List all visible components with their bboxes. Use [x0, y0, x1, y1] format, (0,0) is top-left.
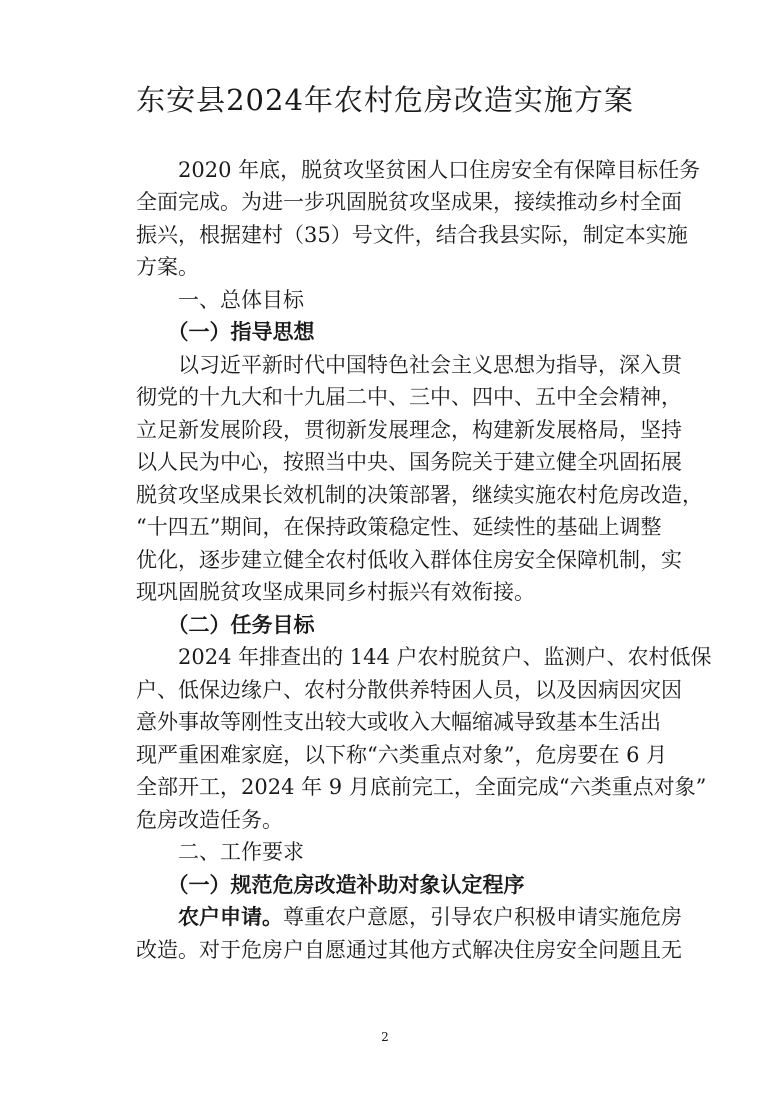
- paragraph-line: 以人民为中心，按照当中央、国务院关于建立健全巩固拓展: [136, 450, 682, 474]
- section-heading: 一、总体目标: [136, 288, 304, 312]
- paragraph-line: “十四五”期间，在保持政策稳定性、延续性的基础上调整: [136, 515, 662, 539]
- paragraph-line: 以习近平新时代中国特色社会主义思想为指导，深入贯: [136, 353, 682, 377]
- document-title: 东安县2024年农村危房改造实施方案: [136, 83, 634, 117]
- paragraph-line: [136, 901, 682, 933]
- paragraph-line: 户、低保边缘户、农村分散供养特困人员，以及因病因灾因: [136, 678, 682, 702]
- paragraph-line: 彻党的十九大和十九届二中、三中、四中、五中全会精神，: [136, 385, 682, 409]
- subsection-heading: （一）规范危房改造补助对象认定程序: [136, 872, 525, 897]
- paragraph-line: 全面完成。为进一步巩固脱贫攻坚成果，接续推动乡村全面: [136, 190, 682, 214]
- paragraph-line: 现巩固脱贫攻坚成果同乡村振兴有效衔接。: [136, 580, 535, 604]
- inline-bold-lead: 农户申请。: [136, 904, 283, 929]
- inline-text: 尊重农户意愿，引导农户积极申请实施危房: [283, 905, 682, 929]
- paragraph-line: 全部开工，2024 年 9 月底前完工，全面完成“六类重点对象”: [136, 775, 707, 799]
- paragraph-line: 2024 年排查出的 144 户农村脱贫户、监测户、农村低保: [136, 645, 712, 669]
- subsection-heading: （二）任务目标: [136, 612, 315, 637]
- paragraph-line: 方案。: [136, 255, 199, 279]
- paragraph-line: 意外事故等刚性支出较大或收入大幅缩减导致基本生活出: [136, 710, 661, 734]
- paragraph-line: 2020 年底，脱贫攻坚贫困人口住房安全有保障目标任务: [136, 158, 701, 182]
- paragraph-line: 立足新发展阶段，贯彻新发展理念，构建新发展格局，坚持: [136, 418, 682, 442]
- paragraph-line: 现严重困难家庭，以下称“六类重点对象”，危房要在 6 月: [136, 743, 668, 767]
- paragraph-line: 优化，逐步建立健全农村低收入群体住房安全保障机制，实: [136, 548, 682, 572]
- paragraph-line: 振兴，根据建村（35）号文件，结合我县实际，制定本实施: [136, 223, 688, 247]
- paragraph-line: 脱贫攻坚成果长效机制的决策部署，继续实施农村危房改造，: [136, 483, 703, 507]
- paragraph-line: 改造。对于危房户自愿通过其他方式解决住房安全问题且无: [136, 938, 682, 962]
- subsection-heading: （一）指导思想: [136, 319, 315, 344]
- paragraph-line: 危房改造任务。: [136, 808, 283, 832]
- section-heading: 二、工作要求: [136, 840, 304, 864]
- page-number: 2: [381, 1030, 389, 1044]
